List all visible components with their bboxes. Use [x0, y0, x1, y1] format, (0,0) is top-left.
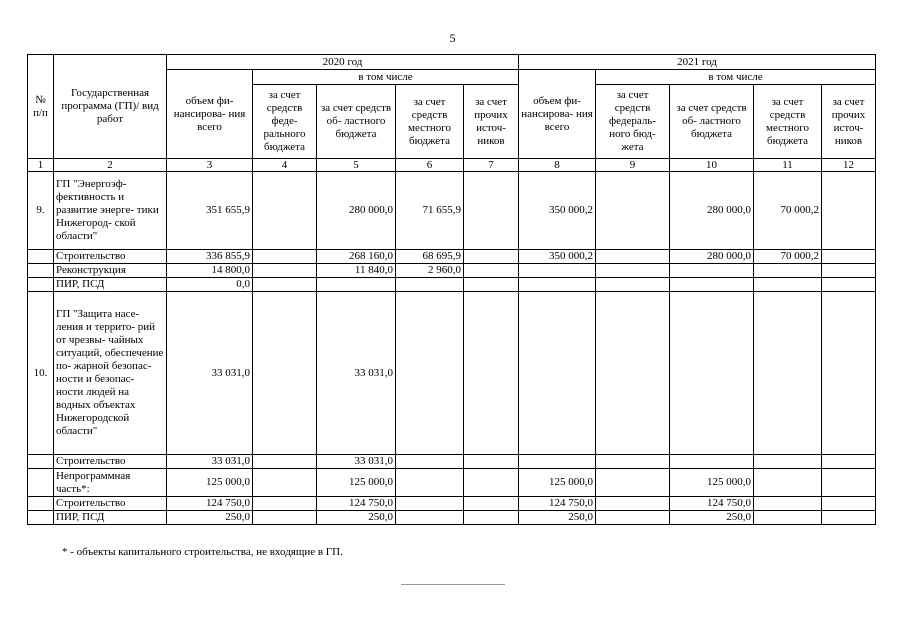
cell-federal-2021 [596, 264, 670, 278]
cell-federal-2021 [596, 497, 670, 511]
cell-other-2020 [464, 292, 519, 455]
row-number [28, 278, 54, 292]
table-row [28, 292, 876, 455]
cell-local-2021 [754, 292, 822, 455]
table-row [28, 250, 876, 264]
row-number [28, 250, 54, 264]
cell-total-2021: 350 000,2 [519, 172, 596, 250]
col-number: 3 [167, 159, 253, 172]
cell-local-2020 [396, 469, 464, 497]
row-number [28, 497, 54, 511]
cell-other-2020 [464, 511, 519, 525]
cell-federal-2021 [596, 469, 670, 497]
cell-federal-2021 [596, 172, 670, 250]
header-local-2020: за счет средств местного бюджета [396, 85, 464, 159]
row-name: Непрограммная часть*: [54, 469, 167, 497]
cell-other-2020 [464, 497, 519, 511]
row-name: Строительство [54, 250, 167, 264]
cell-federal-2020 [253, 172, 317, 250]
cell-other-2021 [822, 264, 876, 278]
page-number: 5 [449, 31, 456, 45]
header-federal-2020: за счет средств феде- рального бюджета [253, 85, 317, 159]
header-including-2020: в том числе [253, 70, 519, 85]
cell-local-2020 [396, 278, 464, 292]
cell-local-2021 [754, 497, 822, 511]
cell-regional-2021: 280 000,0 [670, 250, 754, 264]
cell-other-2021 [822, 497, 876, 511]
cell-federal-2020 [253, 264, 317, 278]
cell-regional-2020: 124 750,0 [317, 497, 396, 511]
cell-total-2021: 250,0 [519, 511, 596, 525]
cell-other-2020 [464, 172, 519, 250]
header-num [28, 55, 54, 159]
cell-local-2020 [396, 497, 464, 511]
header-federal-2021: за счет средств федераль- ного бюд- жета [596, 85, 670, 159]
row-number: 10. [28, 292, 54, 455]
cell-regional-2020: 280 000,0 [317, 172, 396, 250]
cell-other-2020 [464, 250, 519, 264]
cell-total-2020: 33 031,0 [167, 455, 253, 469]
row-name: ПИР, ПСД [54, 278, 167, 292]
header-total-2020: объем фи- нансирова- ния всего [167, 70, 253, 159]
cell-regional-2021 [670, 278, 754, 292]
row-name: Строительство [54, 455, 167, 469]
cell-federal-2021 [596, 278, 670, 292]
cell-total-2020: 33 031,0 [167, 292, 253, 455]
cell-federal-2021 [596, 455, 670, 469]
header-program-label: Государственная программа (ГП)/ вид работ [61, 87, 159, 125]
cell-federal-2020 [253, 455, 317, 469]
cell-local-2021: 70 000,2 [754, 250, 822, 264]
cell-total-2021 [519, 278, 596, 292]
col-number: 10 [670, 159, 754, 172]
header-other-2020: за счет прочих источ- ников [464, 85, 519, 159]
header-year-2020: 2020 год [167, 55, 519, 70]
cell-federal-2020 [253, 511, 317, 525]
cell-regional-2021 [670, 455, 754, 469]
cell-total-2021 [519, 455, 596, 469]
cell-regional-2021: 125 000,0 [670, 469, 754, 497]
cell-local-2021 [754, 511, 822, 525]
header-num-label: № п/п [33, 93, 48, 119]
cell-total-2020: 14 800,0 [167, 264, 253, 278]
cell-federal-2020 [253, 497, 317, 511]
row-number [28, 455, 54, 469]
header-local-2021: за счет средств местного бюджета [754, 85, 822, 159]
cell-other-2021 [822, 172, 876, 250]
row-name: Строительство [54, 497, 167, 511]
cell-local-2021: 70 000,2 [754, 172, 822, 250]
col-number: 4 [253, 159, 317, 172]
row-number [28, 469, 54, 497]
column-numbers-row [28, 159, 876, 172]
row-number: 9. [28, 172, 54, 250]
cell-federal-2020 [253, 469, 317, 497]
cell-federal-2021 [596, 511, 670, 525]
cell-total-2021: 125 000,0 [519, 469, 596, 497]
cell-regional-2020 [317, 278, 396, 292]
cell-federal-2020 [253, 278, 317, 292]
table-row [28, 497, 876, 511]
cell-total-2020: 351 655,9 [167, 172, 253, 250]
cell-total-2020: 125 000,0 [167, 469, 253, 497]
header-program [54, 55, 167, 159]
col-number: 9 [596, 159, 670, 172]
col-number: 7 [464, 159, 519, 172]
cell-federal-2021 [596, 250, 670, 264]
cell-regional-2020: 11 840,0 [317, 264, 396, 278]
cell-total-2020: 250,0 [167, 511, 253, 525]
cell-federal-2021 [596, 292, 670, 455]
cell-local-2021 [754, 278, 822, 292]
cell-other-2021 [822, 278, 876, 292]
cell-local-2021 [754, 455, 822, 469]
table-row [28, 455, 876, 469]
cell-other-2021 [822, 455, 876, 469]
cell-local-2020 [396, 292, 464, 455]
table-row [28, 172, 876, 250]
header-other-2021: за счет прочих источ- ников [822, 85, 876, 159]
cell-regional-2020: 125 000,0 [317, 469, 396, 497]
table-body [28, 172, 876, 525]
cell-federal-2020 [253, 250, 317, 264]
cell-regional-2020: 268 160,0 [317, 250, 396, 264]
cell-other-2020 [464, 278, 519, 292]
financing-table [27, 54, 876, 525]
cell-other-2020 [464, 455, 519, 469]
col-number: 5 [317, 159, 396, 172]
col-number: 2 [54, 159, 167, 172]
header-including-2021: в том числе [596, 70, 876, 85]
cell-other-2021 [822, 250, 876, 264]
cell-other-2021 [822, 469, 876, 497]
cell-regional-2020: 33 031,0 [317, 292, 396, 455]
cell-other-2020 [464, 469, 519, 497]
cell-regional-2021: 280 000,0 [670, 172, 754, 250]
cell-total-2020: 124 750,0 [167, 497, 253, 511]
col-number: 11 [754, 159, 822, 172]
header-regional-2020: за счет средств об- ластного бюджета [317, 85, 396, 159]
cell-total-2020: 336 855,9 [167, 250, 253, 264]
cell-regional-2021 [670, 292, 754, 455]
table-row [28, 511, 876, 525]
cell-local-2020: 68 695,9 [396, 250, 464, 264]
table-row [28, 264, 876, 278]
header-regional-2021: за счет средств об- ластного бюджета [670, 85, 754, 159]
cell-total-2021: 124 750,0 [519, 497, 596, 511]
cell-total-2021: 350 000,2 [519, 250, 596, 264]
col-number: 6 [396, 159, 464, 172]
table-row [28, 278, 876, 292]
cell-other-2020 [464, 264, 519, 278]
cell-other-2021 [822, 511, 876, 525]
header-total-2021: объем фи- нансирова- ния всего [519, 70, 596, 159]
cell-federal-2020 [253, 292, 317, 455]
cell-regional-2021: 250,0 [670, 511, 754, 525]
col-number: 1 [28, 159, 54, 172]
cell-total-2020: 0,0 [167, 278, 253, 292]
cell-local-2020 [396, 455, 464, 469]
header-year-2021: 2021 год [519, 55, 876, 70]
cell-regional-2021 [670, 264, 754, 278]
cell-local-2021 [754, 264, 822, 278]
row-name: Реконструкция [54, 264, 167, 278]
cell-regional-2021: 124 750,0 [670, 497, 754, 511]
cell-regional-2020: 33 031,0 [317, 455, 396, 469]
col-number: 8 [519, 159, 596, 172]
cell-local-2020 [396, 511, 464, 525]
row-number [28, 511, 54, 525]
row-number [28, 264, 54, 278]
footnote: * - объекты капитального строительства, не входящие в ГП. [62, 546, 343, 558]
cell-local-2021 [754, 469, 822, 497]
cell-total-2021 [519, 264, 596, 278]
row-name: ГП "Защита насе- ления и террито- рий от чрезвы- чайных ситуаций, обеспечение по- жарной безопас- ности и безопас- ности людей на водных объектах Нижегородской области" [54, 292, 167, 455]
row-name: ГП "Энергоэф- фективность и развитие энерге- тики Нижегород- ской области" [54, 172, 167, 250]
cell-local-2020: 71 655,9 [396, 172, 464, 250]
cell-local-2020: 2 960,0 [396, 264, 464, 278]
cell-regional-2020: 250,0 [317, 511, 396, 525]
cell-other-2021 [822, 292, 876, 455]
footer-divider [401, 584, 505, 585]
col-number: 12 [822, 159, 876, 172]
table-row [28, 469, 876, 497]
row-name: ПИР, ПСД [54, 511, 167, 525]
cell-total-2021 [519, 292, 596, 455]
